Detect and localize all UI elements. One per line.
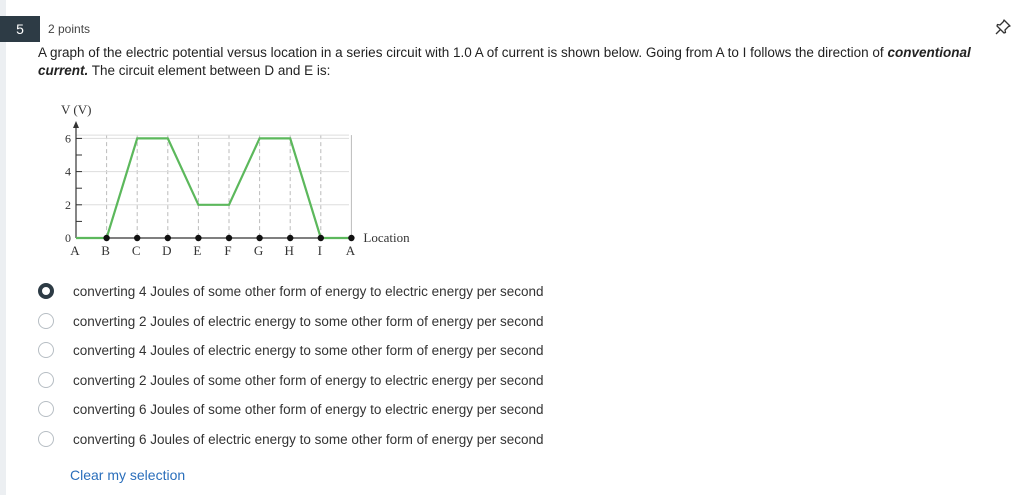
question-number: 5: [0, 16, 40, 42]
radio-button[interactable]: [38, 372, 54, 388]
answer-option[interactable]: [38, 310, 598, 340]
location-point: [256, 235, 262, 241]
radio-button[interactable]: [38, 313, 54, 329]
y-tick-label: 0: [65, 231, 71, 245]
location-label: A: [70, 243, 80, 258]
prompt-emphasis: conventional current.: [38, 45, 971, 78]
answer-options: [38, 280, 598, 457]
location-label: F: [224, 243, 232, 258]
y-tick-label: 6: [65, 131, 71, 146]
location-label: C: [131, 243, 141, 258]
radio-button[interactable]: [38, 401, 54, 417]
y-tick-label: 4: [65, 164, 71, 179]
answer-option[interactable]: [38, 428, 598, 458]
location-label: G: [253, 243, 264, 258]
location-label: A: [345, 243, 356, 258]
location-point: [318, 235, 324, 241]
radio-button[interactable]: [38, 342, 54, 358]
location-point: [287, 235, 293, 241]
answer-option-label: converting 6 Joules of some other form of energy to electric energy per second: [73, 402, 544, 417]
location-point: [165, 235, 171, 241]
question-prompt: A graph of the electric potential versus location in a series circuit with 1.0 A of current is shown below. Going from A to I follows the direction of conventional current. The circuit element between D and E is:: [38, 45, 971, 78]
radio-button[interactable]: [38, 283, 54, 299]
location-label: I: [317, 243, 322, 258]
answer-option[interactable]: [38, 339, 598, 369]
answer-option-label: converting 4 Joules of electric energy to some other form of energy per second: [73, 343, 544, 358]
location-label: B: [101, 243, 110, 258]
answer-option[interactable]: [38, 280, 598, 310]
answer-option-label: converting 6 Joules of electric energy to some other form of energy per second: [73, 431, 544, 447]
location-label: E: [193, 243, 202, 258]
location-label: H: [284, 243, 294, 258]
answer-option[interactable]: [38, 398, 598, 428]
left-rail: [0, 0, 6, 495]
location-point: [226, 235, 232, 241]
answer-option-label: converting 2 Joules of some other form of energy to electric energy per second: [73, 372, 544, 388]
y-axis-label: V (V): [61, 102, 92, 117]
location-label: D: [162, 243, 172, 258]
radio-button[interactable]: [38, 431, 54, 447]
answer-option-label: converting 4 Joules of some other form of energy to electric energy per second: [73, 284, 544, 299]
clear-selection-link[interactable]: Clear my selection: [70, 467, 186, 483]
x-axis-label: Location: [363, 230, 410, 245]
question-points: 2 points: [48, 22, 91, 36]
potential-line: [76, 138, 351, 238]
answer-option[interactable]: [38, 369, 598, 399]
location-point: [195, 235, 201, 241]
location-point: [103, 235, 109, 241]
pin-icon[interactable]: [994, 18, 1012, 36]
answer-option-label: converting 2 Joules of electric energy to some other form of energy per second: [73, 313, 544, 329]
location-point: [134, 235, 140, 241]
y-axis-arrow: [73, 121, 79, 128]
y-tick-label: 2: [65, 197, 71, 212]
potential-graph: [56, 98, 436, 268]
location-point: [348, 235, 354, 241]
